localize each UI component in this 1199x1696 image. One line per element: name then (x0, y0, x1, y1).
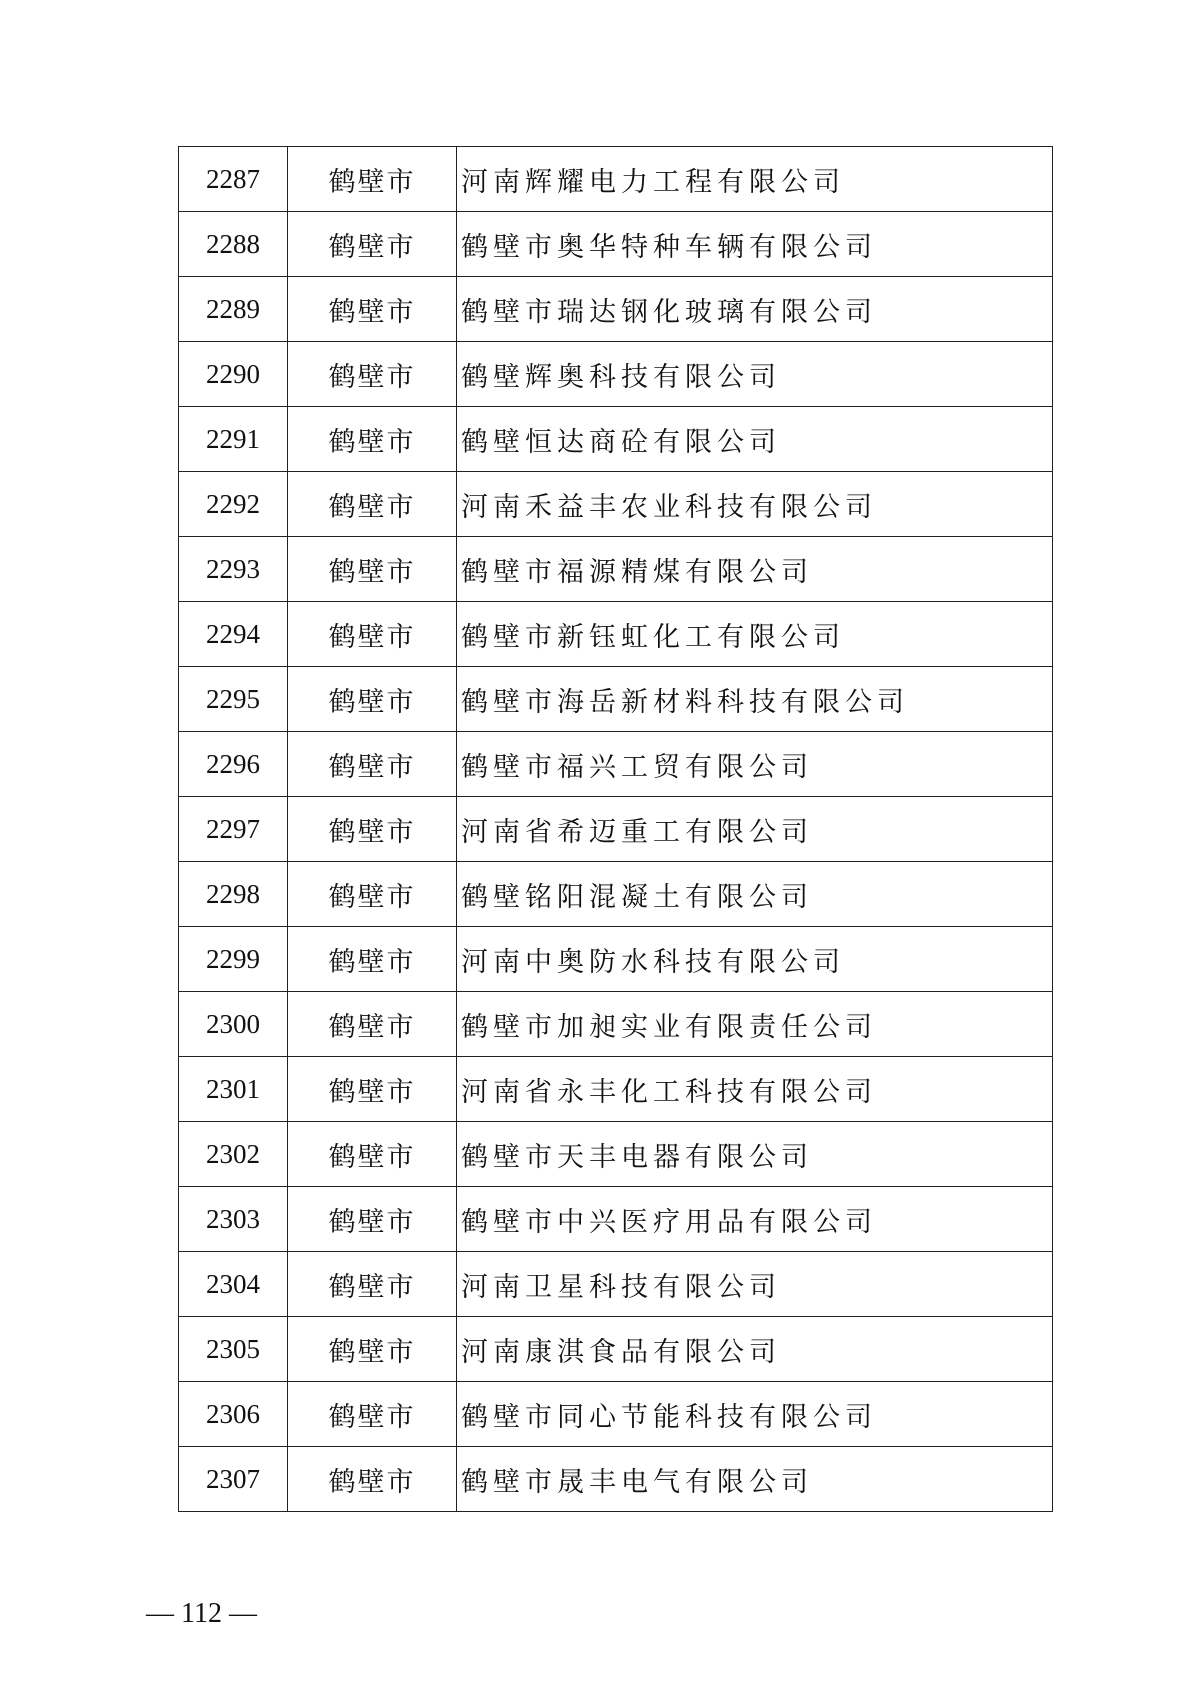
city-cell: 鹤壁市 (288, 407, 457, 472)
city-cell: 鹤壁市 (288, 1317, 457, 1382)
city-cell: 鹤壁市 (288, 342, 457, 407)
row-number-cell: 2288 (179, 212, 288, 277)
company-name-cell: 鹤壁市海岳新材料科技有限公司 (457, 667, 1053, 732)
table-row (179, 797, 1053, 862)
company-name-cell: 鹤壁市福源精煤有限公司 (457, 537, 1053, 602)
table-row (179, 472, 1053, 537)
city-cell: 鹤壁市 (288, 1057, 457, 1122)
company-name-cell: 鹤壁恒达商砼有限公司 (457, 407, 1053, 472)
city-cell: 鹤壁市 (288, 1252, 457, 1317)
city-cell: 鹤壁市 (288, 1187, 457, 1252)
table-row (179, 407, 1053, 472)
row-number-cell: 2293 (179, 537, 288, 602)
row-number-cell: 2300 (179, 992, 288, 1057)
city-cell: 鹤壁市 (288, 277, 457, 342)
company-list-table (178, 146, 1053, 1512)
row-number-cell: 2306 (179, 1382, 288, 1447)
row-number-cell: 2294 (179, 602, 288, 667)
city-cell: 鹤壁市 (288, 927, 457, 992)
company-name-cell: 鹤壁辉奥科技有限公司 (457, 342, 1053, 407)
row-number-cell: 2291 (179, 407, 288, 472)
city-cell: 鹤壁市 (288, 862, 457, 927)
city-cell: 鹤壁市 (288, 667, 457, 732)
table-row (179, 1447, 1053, 1512)
company-name-cell: 鹤壁市奥华特种车辆有限公司 (457, 212, 1053, 277)
company-name-cell: 河南辉耀电力工程有限公司 (457, 147, 1053, 212)
company-name-cell: 鹤壁市晟丰电气有限公司 (457, 1447, 1053, 1512)
table-row (179, 212, 1053, 277)
row-number-cell: 2297 (179, 797, 288, 862)
table-row (179, 1057, 1053, 1122)
row-number-cell: 2305 (179, 1317, 288, 1382)
table-row (179, 602, 1053, 667)
page-number: — 112 — (146, 1598, 257, 1629)
row-number-cell: 2289 (179, 277, 288, 342)
company-name-cell: 鹤壁市中兴医疗用品有限公司 (457, 1187, 1053, 1252)
row-number-cell: 2290 (179, 342, 288, 407)
table-row (179, 1317, 1053, 1382)
row-number-cell: 2303 (179, 1187, 288, 1252)
row-number-cell: 2295 (179, 667, 288, 732)
company-name-cell: 河南省希迈重工有限公司 (457, 797, 1053, 862)
table-row (179, 147, 1053, 212)
company-name-cell: 鹤壁市新钰虹化工有限公司 (457, 602, 1053, 667)
table-row (179, 927, 1053, 992)
row-number-cell: 2298 (179, 862, 288, 927)
row-number-cell: 2304 (179, 1252, 288, 1317)
row-number-cell: 2301 (179, 1057, 288, 1122)
company-name-cell: 河南卫星科技有限公司 (457, 1252, 1053, 1317)
city-cell: 鹤壁市 (288, 1447, 457, 1512)
company-name-cell: 河南禾益丰农业科技有限公司 (457, 472, 1053, 537)
table-row (179, 277, 1053, 342)
company-name-cell: 鹤壁市瑞达钢化玻璃有限公司 (457, 277, 1053, 342)
table-row (179, 1382, 1053, 1447)
table-row (179, 732, 1053, 797)
row-number-cell: 2307 (179, 1447, 288, 1512)
city-cell: 鹤壁市 (288, 602, 457, 667)
company-name-cell: 鹤壁市福兴工贸有限公司 (457, 732, 1053, 797)
table-row (179, 1122, 1053, 1187)
table-row (179, 537, 1053, 602)
city-cell: 鹤壁市 (288, 212, 457, 277)
table-row (179, 1187, 1053, 1252)
city-cell: 鹤壁市 (288, 992, 457, 1057)
company-name-cell: 河南省永丰化工科技有限公司 (457, 1057, 1053, 1122)
city-cell: 鹤壁市 (288, 732, 457, 797)
row-number-cell: 2296 (179, 732, 288, 797)
company-name-cell: 鹤壁铭阳混凝土有限公司 (457, 862, 1053, 927)
row-number-cell: 2287 (179, 147, 288, 212)
row-number-cell: 2292 (179, 472, 288, 537)
city-cell: 鹤壁市 (288, 1382, 457, 1447)
table-row (179, 667, 1053, 732)
table-row (179, 1252, 1053, 1317)
company-name-cell: 河南中奥防水科技有限公司 (457, 927, 1053, 992)
row-number-cell: 2302 (179, 1122, 288, 1187)
table-row (179, 992, 1053, 1057)
table-row (179, 342, 1053, 407)
city-cell: 鹤壁市 (288, 472, 457, 537)
row-number-cell: 2299 (179, 927, 288, 992)
company-name-cell: 鹤壁市天丰电器有限公司 (457, 1122, 1053, 1187)
table-row (179, 862, 1053, 927)
company-name-cell: 鹤壁市同心节能科技有限公司 (457, 1382, 1053, 1447)
city-cell: 鹤壁市 (288, 1122, 457, 1187)
company-name-cell: 鹤壁市加昶实业有限责任公司 (457, 992, 1053, 1057)
city-cell: 鹤壁市 (288, 797, 457, 862)
company-name-cell: 河南康淇食品有限公司 (457, 1317, 1053, 1382)
city-cell: 鹤壁市 (288, 537, 457, 602)
table-body (179, 147, 1053, 1512)
city-cell: 鹤壁市 (288, 147, 457, 212)
